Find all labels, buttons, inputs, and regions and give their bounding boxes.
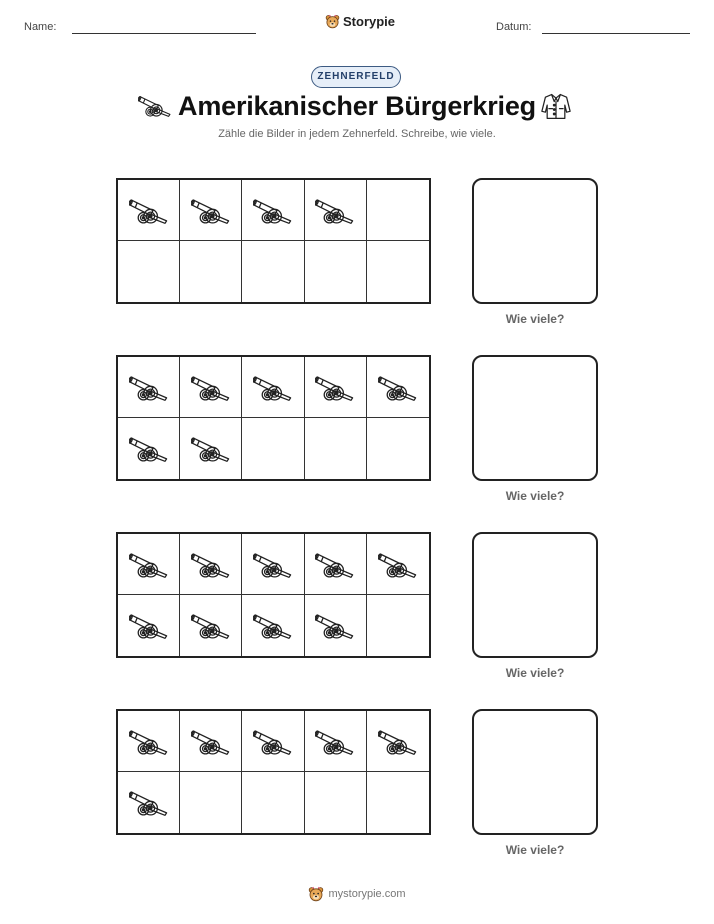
footer-url: mystorypie.com [328,888,406,900]
footer [0,886,714,902]
ten-frame-cell [180,418,242,479]
header [0,14,714,44]
ten-frame-cell [118,180,180,241]
ten-frame-cell [367,241,429,302]
answer-label: Wie viele? [505,312,565,326]
cannon-icon [191,611,231,640]
cannon-icon [253,196,293,225]
ten-frame-cell [367,180,429,241]
ten-frame-cell [180,595,242,656]
ten-frame-cell [367,357,429,418]
name-line[interactable] [72,33,256,34]
ten-frame-cell [180,180,242,241]
ten-frame-cell [118,595,180,656]
cannon-icon [191,434,231,463]
cannon-icon [315,373,355,402]
cannon-icon [253,373,293,402]
cannon-icon [253,550,293,579]
cannon-icon [129,196,169,225]
ten-frame-cell [242,357,304,418]
cannon-icon [315,196,355,225]
ten-frame-cell [118,241,180,302]
name-label: Name: [24,21,57,33]
bear-icon [308,886,324,902]
cannon-icon [253,611,293,640]
cannon-icon [129,611,169,640]
ten-frame-cell [118,357,180,418]
ten-frame-cell [242,180,304,241]
ten-frame-cell [305,418,367,479]
coat-icon [541,91,571,121]
ten-frame-cell [118,418,180,479]
ten-frame-cell [367,595,429,656]
answer-label: Wie viele? [505,843,565,857]
ten-frame-cell [367,772,429,833]
cannon-icon [191,196,231,225]
ten-frame [116,532,431,658]
ten-frame-cell [180,534,242,595]
storypie-logo [325,14,395,29]
ten-frame-cell [367,418,429,479]
cannon-icon [129,727,169,756]
cannon-icon [378,373,418,402]
ten-frame-cell [305,534,367,595]
ten-frame-cell [242,711,304,772]
cannon-icon [129,434,169,463]
ten-frame-cell [180,241,242,302]
date-line[interactable] [542,33,690,34]
answer-label: Wie viele? [505,489,565,503]
ten-frame-cell [305,357,367,418]
ten-frame-cell [305,772,367,833]
cannon-icon [129,373,169,402]
ten-frame [116,355,431,481]
ten-frame-cell [118,772,180,833]
answer-box[interactable] [472,178,598,304]
ten-frame [116,178,431,304]
ten-frame-cell [180,711,242,772]
cannon-icon [315,727,355,756]
answer-box[interactable] [472,709,598,835]
worksheet-type-badge: ZEHNERFELD [311,66,401,88]
ten-frame-cell [242,241,304,302]
cannon-icon [315,550,355,579]
ten-frame-cell [242,772,304,833]
cannon-icon [253,727,293,756]
answer-box[interactable] [472,532,598,658]
page-title: Amerikanischer Bürgerkrieg [178,91,536,121]
cannon-icon [378,550,418,579]
ten-frame [116,709,431,835]
ten-frame-cell [305,180,367,241]
ten-frame-cell [242,418,304,479]
ten-frame-cell [242,534,304,595]
ten-frame-cell [367,711,429,772]
ten-frame-cell [180,357,242,418]
ten-frame-cell [118,711,180,772]
answer-label: Wie viele? [505,666,565,680]
ten-frame-cell [242,595,304,656]
ten-frame-cell [367,534,429,595]
ten-frame-cell [305,595,367,656]
answer-box[interactable] [472,355,598,481]
instructions: Zähle die Bilder in jedem Zehnerfeld. Schreibe, wie viele. [218,128,496,140]
cannon-icon [191,550,231,579]
cannon-icon [191,727,231,756]
bear-icon [325,14,340,29]
cannon-icon [378,727,418,756]
cannon-icon [129,788,169,817]
cannon-icon [191,373,231,402]
ten-frame-cell [305,241,367,302]
ten-frame-cell [118,534,180,595]
ten-frame-cell [180,772,242,833]
cannon-icon [315,611,355,640]
logo-text: Storypie [343,14,396,29]
cannon-icon [129,550,169,579]
date-label: Datum: [496,21,532,33]
ten-frame-cell [305,711,367,772]
